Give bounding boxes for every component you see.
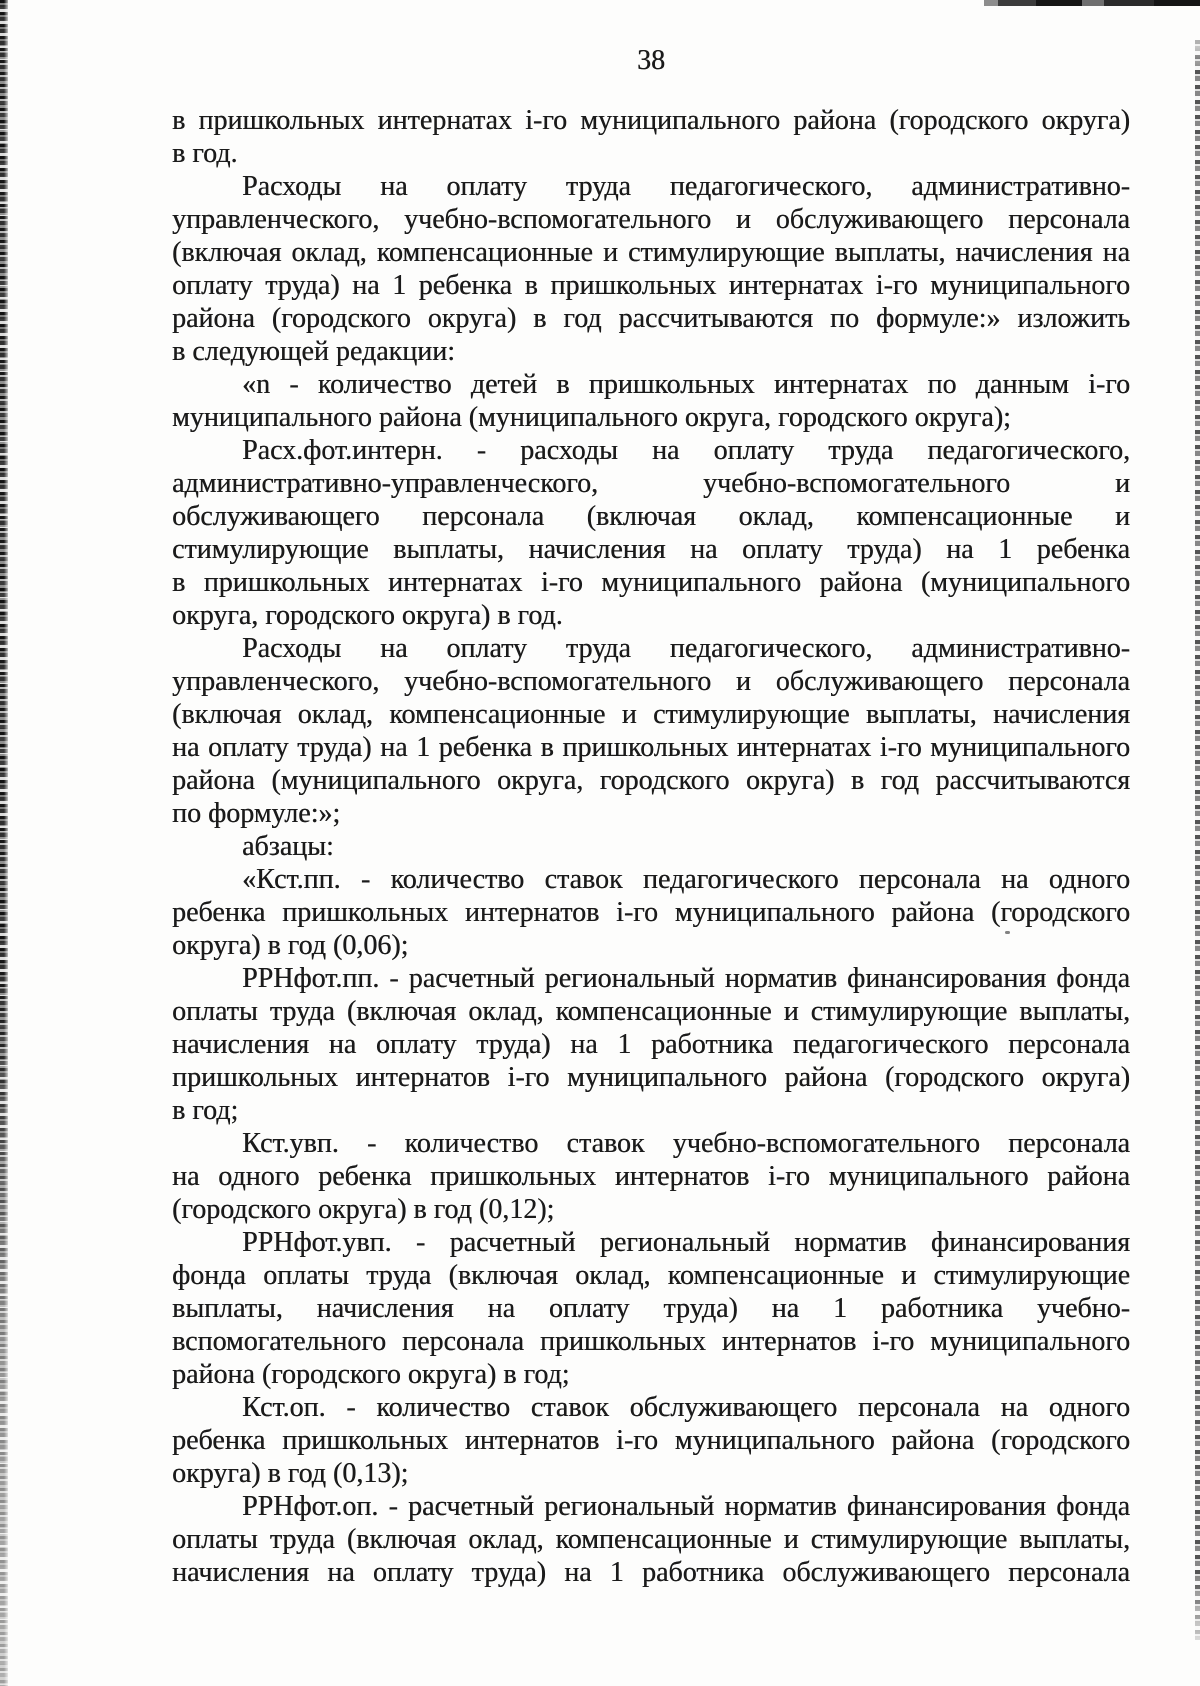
text-line: РРНфот.увп. - расчетный региональный норматив финансирования [242,1227,1130,1258]
paragraph [172,1490,1130,1589]
text-line: вспомогательного персонала пришкольных интернатов i-го муниципального [172,1326,1130,1357]
text-line: (включая оклад, компенсационные и стимулирующие выплаты, начисления на [172,237,1130,268]
text-line: Расх.фот.интерн. - расходы на оплату труда педагогического, [242,435,1130,466]
text-line: РРНфот.пп. - расчетный региональный норматив финансирования фонда [242,963,1130,994]
text-line: управленческого, учебно-вспомогательного и обслуживающего персонала [172,204,1130,235]
text-line: начисления на оплату труда) на 1 работника обслуживающего персонала [172,1557,1130,1588]
text-line: ребенка пришкольных интернатов i-го муниципального района (городского [172,1425,1130,1456]
text-line: в пришкольных интернатах i-го муниципального района (городского округа) [172,105,1130,136]
text-line: Расходы на оплату труда педагогического, административно- [242,633,1130,664]
text-line: Кст.увп. - количество ставок учебно-вспомогательного персонала [242,1128,1130,1159]
paragraph [172,632,1130,830]
paragraph [172,368,1130,434]
text-line: управленческого, учебно-вспомогательного и обслуживающего персонала [172,666,1130,697]
text-line: (городского округа) в год (0,12); [172,1194,555,1225]
scan-artifact-top-edge-bar [984,0,1200,6]
text-line: района (муниципального округа, городского округа) в год рассчитываются [172,765,1130,796]
text-line: в следующей редакции: [172,336,455,367]
text-line: обслуживающего персонала (включая оклад, компенсационные и [172,501,1130,532]
text-line: оплаты труда (включая оклад, компенсационные и стимулирующие выплаты, [172,996,1130,1027]
text-line: в год; [172,1095,239,1126]
paragraph [172,830,1130,863]
paragraph [172,1127,1130,1226]
scan-artifact-left-edge [0,0,8,1686]
text-line: в пришкольных интернатах i-го муниципального района (муниципального [172,567,1130,598]
paragraph [172,1226,1130,1391]
text-line: пришкольных интернатов i-го муниципального района (городского округа) [172,1062,1130,1093]
text-line: административно-управленческого, учебно-вспомогательного и [172,468,1130,499]
text-line: на одного ребенка пришкольных интернатов i-го муниципального района [172,1161,1130,1192]
text-line: фонда оплаты труда (включая оклад, компенсационные и стимулирующие [172,1260,1130,1291]
text-line: оплату труда) на 1 ребенка в пришкольных интернатах i-го муниципального [172,270,1130,301]
text-line: начисления на оплату труда) на 1 работника педагогического персонала [172,1029,1130,1060]
paragraph [172,170,1130,368]
text-line: стимулирующие выплаты, начисления на оплату труда) на 1 ребенка [172,534,1130,565]
paragraph [172,104,1130,170]
text-line: абзацы: [242,831,334,862]
text-line: муниципального района (муниципального округа, городского округа); [172,402,1011,433]
text-line: округа) в год (0,06); [172,930,409,961]
text-line: района (городского округа) в год; [172,1359,570,1390]
text-line: «n - количество детей в пришкольных интернатах по данным i-го [242,369,1130,400]
document-body [172,104,1130,1589]
paragraph [172,434,1130,632]
page-number: 38 [637,45,665,76]
text-line: «Кст.пп. - количество ставок педагогического персонала на одного [242,864,1130,895]
text-line: РРНфот.оп. - расчетный региональный норматив финансирования фонда [242,1491,1130,1522]
paragraph [172,962,1130,1127]
text-line: оплаты труда (включая оклад, компенсационные и стимулирующие выплаты, [172,1524,1130,1555]
text-line: района (городского округа) в год рассчитываются по формуле:» изложить [172,303,1130,334]
text-line: ребенка пришкольных интернатов i-го муниципального района (городского [172,897,1130,928]
text-line: по формуле:»; [172,798,341,829]
text-line: округа, городского округа) в год. [172,600,563,631]
text-line: Расходы на оплату труда педагогического, административно- [242,171,1130,202]
text-line: на оплату труда) на 1 ребенка в пришкольных интернатах i-го муниципального [172,732,1130,763]
scan-artifact-right-edge [1195,40,1200,1640]
text-line: в год. [172,138,238,169]
text-line: Кст.оп. - количество ставок обслуживающего персонала на одного [242,1392,1130,1423]
paragraph [172,1391,1130,1490]
paragraph [172,863,1130,962]
text-line: выплаты, начисления на оплату труда) на 1 работника учебно- [172,1293,1130,1324]
text-line: (включая оклад, компенсационные и стимулирующие выплаты, начисления [172,699,1130,730]
text-line: округа) в год (0,13); [172,1458,409,1489]
